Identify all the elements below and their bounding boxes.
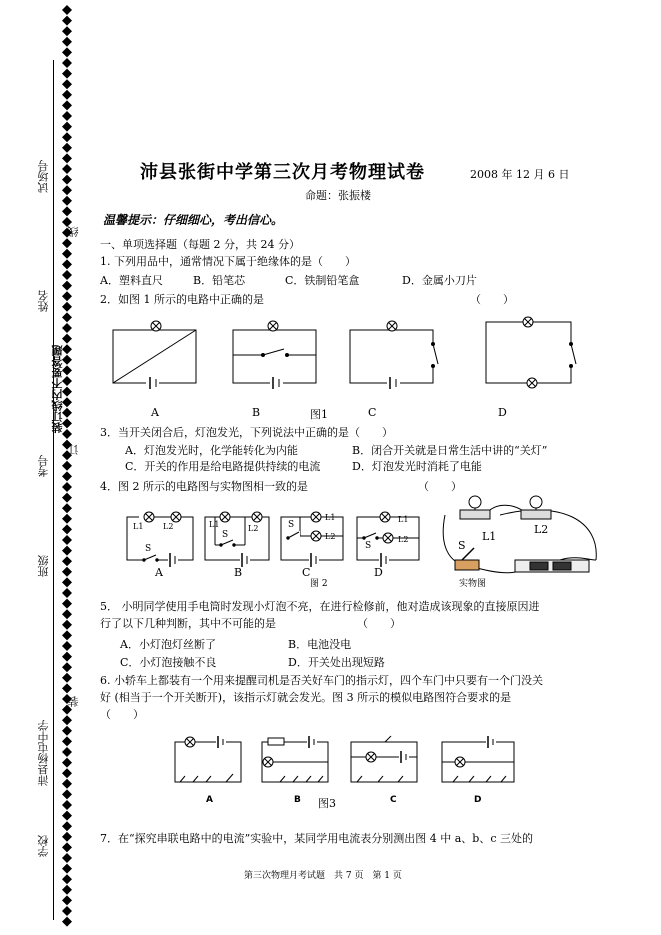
class-label: 班级	[37, 555, 50, 577]
fig2-b-l1: L1	[209, 520, 220, 529]
q3-option-b: B．闭合开关就是日常生活中讲的“关灯”	[352, 444, 548, 457]
fig2-label-d: D	[374, 566, 383, 579]
fig2-a-l1: L1	[133, 522, 144, 531]
exam-date: 2008 年 12 月 6 日	[470, 168, 570, 181]
fig2-b-s: S	[222, 530, 229, 540]
fig2-a-s: S	[145, 544, 152, 554]
no-answer-notice: 装订线内不要答题	[51, 345, 64, 433]
q1-option-a: A．塑料直尺	[100, 274, 163, 287]
line-mark: 线	[67, 226, 80, 237]
fig3-label-a: A	[206, 795, 213, 805]
ding-mark: 订	[67, 444, 80, 455]
q3-stem: 3．当开关闭合后，灯泡发光，下列说法中正确的是（ ）	[100, 426, 393, 439]
q1-option-b: B．铅笔芯	[193, 274, 246, 287]
q5-stem-line2: 行了以下几种判断，其中不可能的是	[100, 617, 276, 630]
fig3-circuit-d	[442, 736, 514, 782]
q6-stem-line3: （ ）	[100, 708, 144, 721]
fig2-d-s: S	[365, 541, 372, 551]
fig1-label-b: B	[252, 406, 261, 419]
fig2-label-c: C	[302, 566, 311, 579]
q2-stem: 2．如图 1 所示的电路中正确的是	[100, 293, 264, 306]
fig3-circuit-b	[262, 736, 328, 782]
school-label: 学校	[37, 835, 50, 857]
school-name-label: 沛县杨屯中学	[37, 720, 50, 786]
fig2-real-l1: L1	[482, 530, 497, 543]
q2-paren: （ ）	[470, 293, 514, 306]
zhuang-mark: 装	[67, 696, 80, 707]
fig1-caption: 图1	[310, 408, 328, 421]
name-label: 姓名	[37, 290, 50, 312]
q3-option-a: A．灯泡发光时，化学能转化为内能	[125, 444, 298, 457]
number-label: 考号	[37, 455, 50, 477]
q5-stem-line1: 5． 小明同学使用手电筒时发现小灯泡不亮，在进行检修前，他对造成该现象的直接原因进	[100, 600, 540, 613]
q5-paren: （ ）	[357, 617, 401, 630]
fig2-label-b: B	[234, 566, 243, 579]
q6-stem-line2: 好 (相当于一个开关断开)，该指示灯就会发光。图 3 所示的模似电路图符合要求的是	[100, 691, 512, 704]
fig3-label-b: B	[294, 795, 301, 805]
fig3-circuit-a	[175, 736, 241, 782]
q7-stem: 7．在“探究串联电路中的电流”实验中，某同学用电流表分别测出图 4 中 a、b、c 三处的	[100, 832, 533, 845]
q6-stem-line1: 6. 小轿车上都装有一个用来提醒司机是否关好车门的指示灯，四个车门中只要有一个门没关	[100, 674, 543, 687]
q5-option-d: D．开关处出现短路	[288, 656, 385, 669]
q1-option-c: C．铁制铅笔盒	[285, 274, 360, 287]
q5-option-b: B．电池没电	[288, 638, 352, 651]
fig2-c-s: S	[288, 520, 295, 530]
author-line: 命题：张振楼	[305, 189, 371, 202]
fig2-label-a: A	[155, 566, 163, 579]
fig2-real-l2: L2	[534, 523, 549, 536]
q5-option-c: C．小灯泡接触不良	[120, 656, 217, 669]
q4-paren: （ ）	[418, 480, 462, 493]
q5-option-a: A．小灯泡灯丝断了	[120, 638, 216, 651]
fig2-caption: 图 2	[310, 579, 328, 589]
fig1-label-c: C	[368, 406, 377, 419]
fig2-d-l1: L1	[398, 515, 409, 524]
fig3-circuit-c	[351, 736, 417, 782]
warm-hint: 温馨提示：仔细细心，考出信心。	[103, 213, 284, 227]
fig2-d-l2: L2	[398, 535, 409, 544]
page-title: 沛县张街中学第三次月考物理试卷	[140, 162, 425, 183]
fig3-label-c: C	[390, 795, 397, 805]
fig1-label-a: A	[151, 406, 159, 419]
fig2-real-caption: 实物图	[459, 579, 487, 589]
exam-room-label: 试场号	[37, 160, 50, 193]
fig2-b-l2: L2	[248, 524, 259, 533]
q1-option-d: D．金属小刀片	[402, 274, 477, 287]
q3-option-c: C．开关的作用是给电路提供持续的电流	[125, 460, 321, 473]
fig2-c-l1: L1	[325, 513, 336, 522]
fig2-real-s: S	[458, 539, 466, 552]
fig2-a-l2: L2	[163, 522, 174, 531]
q4-stem: 4．图 2 所示的电路图与实物图相一致的是	[100, 480, 308, 493]
q1-stem: 1. 下列用品中，通常情况下属于绝缘体的是（ ）	[100, 255, 356, 268]
fig2-c-l2: L2	[325, 532, 336, 541]
fig3-caption: 图3	[318, 797, 336, 810]
page-footer: 第三次物理月考试题 共 7 页 第 1 页	[244, 871, 402, 881]
section-heading: 一、单项选择题（每题 2 分，共 24 分）	[100, 238, 300, 251]
q3-option-d: D．灯泡发光时消耗了电能	[352, 460, 482, 473]
fig3-label-d: D	[474, 795, 482, 805]
fig1-label-d: D	[498, 406, 507, 419]
